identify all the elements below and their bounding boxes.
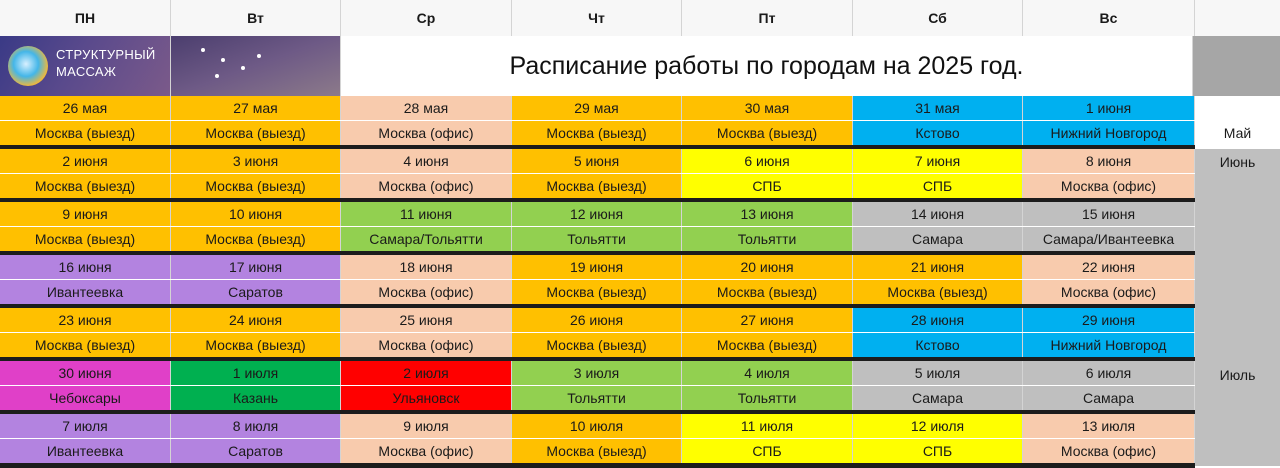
date-line	[0, 96, 1195, 120]
page-title: Расписание работы по городам на 2025 год.	[341, 36, 1193, 96]
date-cell: 19 июня	[512, 255, 682, 279]
date-cell: 10 июня	[171, 202, 341, 226]
city-cell: Ивантеевка	[0, 439, 171, 463]
date-line	[0, 255, 1195, 279]
city-cell: Москва (выезд)	[682, 121, 853, 145]
date-cell: 9 июля	[341, 414, 512, 438]
date-cell: 16 июня	[0, 255, 171, 279]
city-cell: Москва (выезд)	[853, 280, 1023, 304]
date-cell: 31 мая	[853, 96, 1023, 120]
city-cell: Тольятти	[512, 227, 682, 251]
city-cell: Москва (выезд)	[171, 333, 341, 357]
date-cell: 25 июня	[341, 308, 512, 332]
month-column	[1195, 149, 1280, 466]
city-cell: Кстово	[853, 333, 1023, 357]
header-day-sun: Вс	[1023, 0, 1195, 36]
date-cell: 7 июня	[853, 149, 1023, 173]
city-cell: Москва (выезд)	[512, 280, 682, 304]
date-cell: 26 июня	[512, 308, 682, 332]
city-line	[0, 439, 1195, 463]
city-cell: Москва (выезд)	[512, 439, 682, 463]
date-cell: 3 июня	[171, 149, 341, 173]
date-cell: 8 июля	[171, 414, 341, 438]
city-line	[0, 280, 1195, 304]
date-cell: 12 июня	[512, 202, 682, 226]
date-cell: 2 июля	[341, 361, 512, 385]
week-row	[0, 361, 1195, 410]
city-cell: СПБ	[682, 174, 853, 198]
city-cell: Москва (выезд)	[512, 333, 682, 357]
logo-emblem-icon	[8, 46, 48, 86]
brand-logo	[0, 36, 171, 96]
city-cell: Нижний Новгород	[1023, 333, 1195, 357]
city-cell: Москва (выезд)	[171, 227, 341, 251]
city-cell: Москва (выезд)	[682, 280, 853, 304]
date-cell: 22 июня	[1023, 255, 1195, 279]
map-dot-icon	[215, 74, 219, 78]
city-cell: Казань	[171, 386, 341, 410]
city-cell: Москва (офис)	[341, 333, 512, 357]
date-cell: 28 июня	[853, 308, 1023, 332]
city-cell: Тольятти	[512, 386, 682, 410]
date-cell: 6 июля	[1023, 361, 1195, 385]
header-day-tue: Вт	[171, 0, 341, 36]
week-row	[0, 255, 1195, 304]
city-cell: Тольятти	[682, 227, 853, 251]
city-cell: Москва (офис)	[1023, 174, 1195, 198]
date-cell: 9 июня	[0, 202, 171, 226]
logo-line-1: СТРУКТУРНЫЙ	[56, 47, 156, 62]
city-cell: Самара/Тольятти	[341, 227, 512, 251]
week-row	[0, 308, 1195, 357]
banner	[0, 36, 1280, 96]
city-cell: Москва (выезд)	[171, 174, 341, 198]
city-cell: Тольятти	[682, 386, 853, 410]
city-cell: СПБ	[853, 174, 1023, 198]
map-image	[171, 36, 341, 96]
map-dot-icon	[257, 54, 261, 58]
date-line	[0, 308, 1195, 332]
city-line	[0, 333, 1195, 357]
date-cell: 29 мая	[512, 96, 682, 120]
city-cell: Москва (выезд)	[0, 121, 171, 145]
date-cell: 21 июня	[853, 255, 1023, 279]
weekday-header	[0, 0, 1280, 38]
date-cell: 28 мая	[341, 96, 512, 120]
date-cell: 26 мая	[0, 96, 171, 120]
date-cell: 4 июля	[682, 361, 853, 385]
date-cell: 1 июля	[171, 361, 341, 385]
city-cell: Самара	[853, 386, 1023, 410]
header-day-wed: Ср	[341, 0, 512, 36]
logo-text	[56, 46, 156, 80]
city-cell: Самара/Ивантеевка	[1023, 227, 1195, 251]
date-cell: 17 июня	[171, 255, 341, 279]
week-row	[0, 149, 1195, 198]
date-cell: 6 июня	[682, 149, 853, 173]
date-cell: 12 июля	[853, 414, 1023, 438]
city-cell: Москва (офис)	[341, 280, 512, 304]
banner-gray-block	[1193, 36, 1280, 96]
week-row	[0, 414, 1195, 463]
month-label-july: Июль	[1219, 367, 1256, 383]
date-line	[0, 414, 1195, 438]
date-cell: 5 июня	[512, 149, 682, 173]
date-cell: 11 июля	[682, 414, 853, 438]
city-cell: Саратов	[171, 439, 341, 463]
city-cell: Москва (выезд)	[682, 333, 853, 357]
header-month-col	[1195, 0, 1280, 36]
month-label-june: Июнь	[1219, 154, 1256, 170]
date-cell: 24 июня	[171, 308, 341, 332]
city-line	[0, 174, 1195, 198]
week-row	[0, 202, 1195, 251]
month-label-may: Май	[1223, 125, 1252, 141]
date-cell: 2 июня	[0, 149, 171, 173]
city-cell: Москва (выезд)	[0, 174, 171, 198]
city-cell: Москва (офис)	[341, 174, 512, 198]
city-cell: Москва (выезд)	[0, 333, 171, 357]
date-cell: 8 июня	[1023, 149, 1195, 173]
city-cell: Ивантеевка	[0, 280, 171, 304]
date-cell: 1 июня	[1023, 96, 1195, 120]
city-line	[0, 227, 1195, 251]
header-day-sat: Сб	[853, 0, 1023, 36]
date-line	[0, 361, 1195, 385]
city-cell: Москва (выезд)	[512, 121, 682, 145]
date-line	[0, 149, 1195, 173]
header-day-mon: ПН	[0, 0, 171, 36]
city-line	[0, 121, 1195, 145]
city-cell: Москва (офис)	[341, 439, 512, 463]
map-dot-icon	[241, 66, 245, 70]
date-cell: 27 мая	[171, 96, 341, 120]
date-cell: 11 июня	[341, 202, 512, 226]
map-dot-icon	[221, 58, 225, 62]
map-dot-icon	[201, 48, 205, 52]
city-cell: Москва (выезд)	[0, 227, 171, 251]
city-cell: Ульяновск	[341, 386, 512, 410]
date-cell: 23 июня	[0, 308, 171, 332]
date-cell: 7 июля	[0, 414, 171, 438]
date-cell: 5 июля	[853, 361, 1023, 385]
city-cell: Нижний Новгород	[1023, 121, 1195, 145]
date-cell: 3 июля	[512, 361, 682, 385]
logo-line-2: МАССАЖ	[56, 64, 117, 79]
date-cell: 13 июля	[1023, 414, 1195, 438]
city-cell: Москва (выезд)	[512, 174, 682, 198]
city-cell: Москва (офис)	[1023, 439, 1195, 463]
city-cell: Саратов	[171, 280, 341, 304]
city-cell: Чебоксары	[0, 386, 171, 410]
date-cell: 13 июня	[682, 202, 853, 226]
date-cell: 30 июня	[0, 361, 171, 385]
city-cell: СПБ	[682, 439, 853, 463]
header-day-fri: Пт	[682, 0, 853, 36]
date-cell: 14 июня	[853, 202, 1023, 226]
date-cell: 18 июня	[341, 255, 512, 279]
city-cell: СПБ	[853, 439, 1023, 463]
date-cell: 15 июня	[1023, 202, 1195, 226]
date-cell: 20 июня	[682, 255, 853, 279]
city-cell: Кстово	[853, 121, 1023, 145]
city-cell: Москва (выезд)	[171, 121, 341, 145]
city-cell: Самара	[853, 227, 1023, 251]
header-day-thu: Чт	[512, 0, 682, 36]
date-cell: 27 июня	[682, 308, 853, 332]
date-cell: 10 июля	[512, 414, 682, 438]
date-cell: 4 июня	[341, 149, 512, 173]
city-cell: Москва (офис)	[1023, 280, 1195, 304]
date-cell: 29 июня	[1023, 308, 1195, 332]
date-cell: 30 мая	[682, 96, 853, 120]
date-line	[0, 202, 1195, 226]
week-row	[0, 96, 1195, 145]
city-line	[0, 386, 1195, 410]
city-cell: Москва (офис)	[341, 121, 512, 145]
city-cell: Самара	[1023, 386, 1195, 410]
